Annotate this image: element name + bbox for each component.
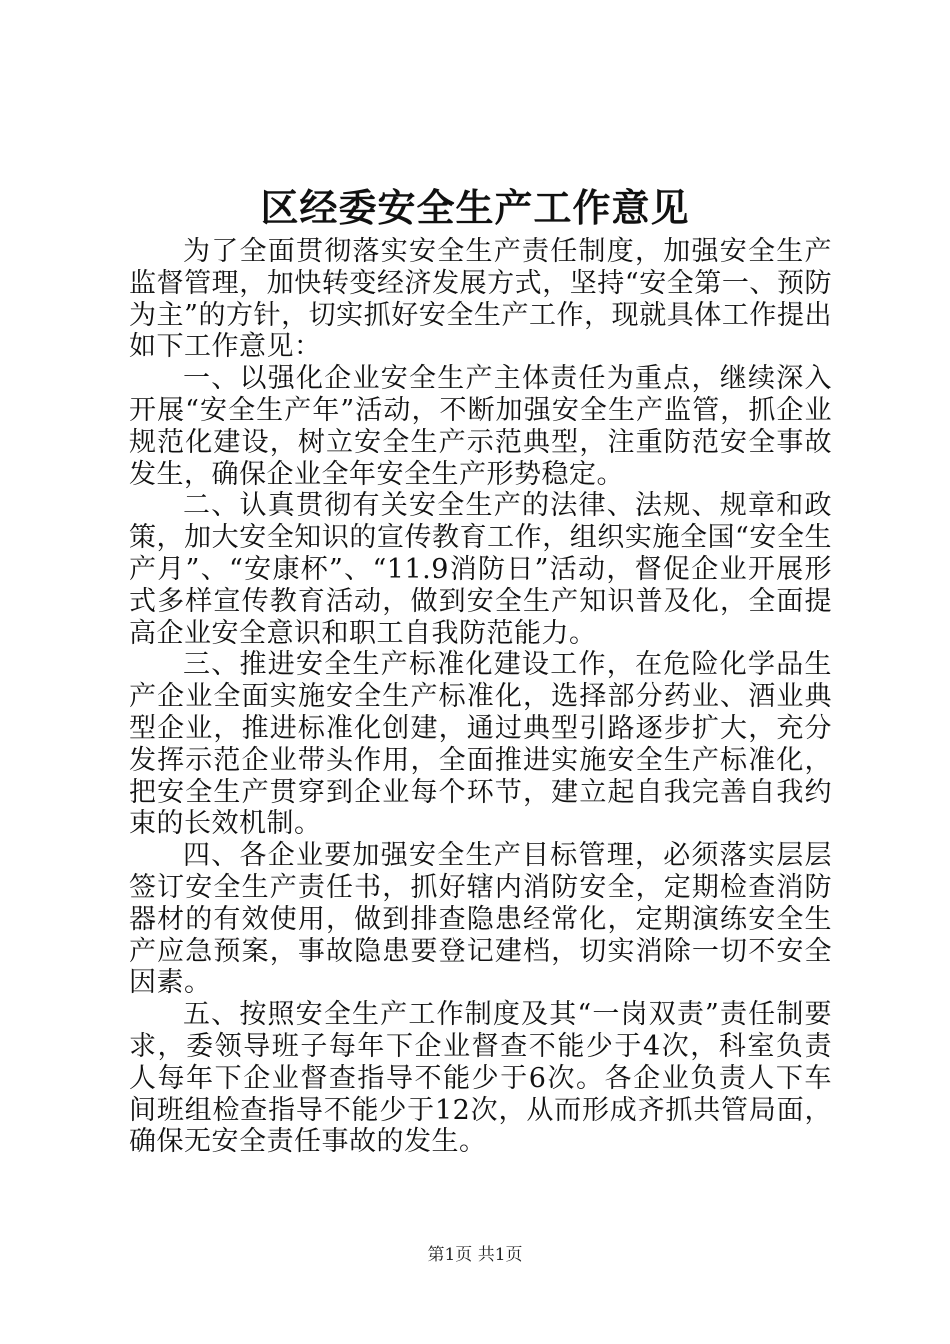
paragraph-item-4: 四、各企业要加强安全生产目标管理，必须落实层层签订安全生产责任书，抓好辖内消防安全，定期检查消防器材的有效使用，做到排查隐患经常化，定期演练安全生产应急预案，事故隐患要登记建档，切实消除一切不安全因素。 [129,840,832,999]
paragraph-item-5: 五、按照安全生产工作制度及其“一岗双责”责任制要求，委领导班子每年下企业督查不能少于4次，科室负责人每年下企业督查指导不能少于6次。各企业负责人下车间班组检查指导不能少于12次，从而形成齐抓共管局面，确保无安全责任事故的发生。 [129,999,832,1158]
paragraph-intro: 为了全面贯彻落实安全生产责任制度，加强安全生产监督管理，加快转变经济发展方式，坚持“安全第一、预防为主”的方针，切实抓好安全生产工作，现就具体工作提出如下工作意见： [129,236,832,363]
paragraph-item-2: 二、认真贯彻有关安全生产的法律、法规、规章和政策，加大安全知识的宣传教育工作，组织实施全国“安全生产月”、“安康杯”、“11.9消防日”活动，督促企业开展形式多样宣传教育活动，做到安全生产知识普及化，全面提高企业安全意识和职工自我防范能力。 [129,490,832,649]
document-title: 区经委安全生产工作意见 [260,185,690,230]
page-footer: 第1页 共1页 [427,1245,523,1265]
paragraph-item-1: 一、以强化企业安全生产主体责任为重点，继续深入开展“安全生产年”活动，不断加强安全生产监管，抓企业规范化建设，树立安全生产示范典型，注重防范安全事故发生，确保企业全年安全生产形势稳定。 [129,363,832,490]
paragraph-item-3: 三、推进安全生产标准化建设工作，在危险化学品生产企业全面实施安全生产标准化，选择部分药业、酒业典型企业，推进标准化创建，通过典型引路逐步扩大，充分发挥示范企业带头作用，全面推进实施安全生产标准化，把安全生产贯穿到企业每个环节，建立起自我完善自我约束的长效机制。 [129,649,832,840]
document-body [129,236,832,1158]
